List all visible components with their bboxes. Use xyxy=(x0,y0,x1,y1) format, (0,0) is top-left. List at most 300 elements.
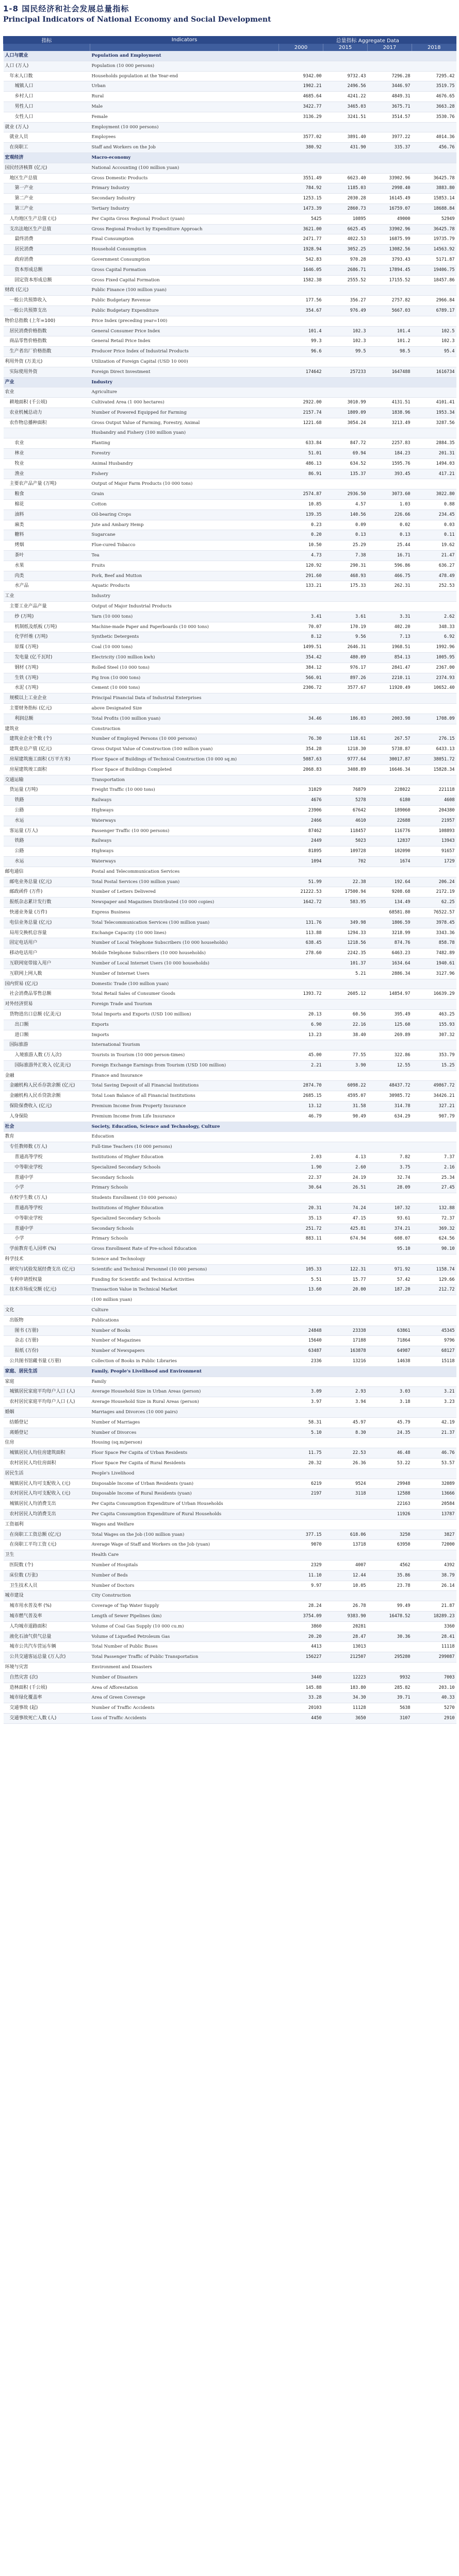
value-2018: 636.27 xyxy=(412,561,456,571)
value-2017: 39.71 xyxy=(368,1693,412,1703)
indicator-cn: 国内贸易 (亿元) xyxy=(4,979,90,989)
indicator-en: Staff and Workers on the Job xyxy=(90,143,279,153)
indicator-cn: 农村居民人均住房面积 xyxy=(4,1458,90,1468)
value-2017: 3250 xyxy=(368,1530,412,1540)
indicator-en: Total Saving Deposit of all Financial Institutions xyxy=(90,1081,279,1091)
table-row xyxy=(4,1438,456,1448)
indicator-en: National Accounting (100 million yuan) xyxy=(90,163,279,173)
indicator-cn: 科学技术 xyxy=(4,1255,90,1265)
indicator-cn: 城镇居民家庭平均每户人口 (人) xyxy=(4,1387,90,1397)
value-2017: 3514.57 xyxy=(368,112,412,122)
value-2015: 2242.35 xyxy=(323,948,368,959)
value-2017 xyxy=(368,1315,412,1326)
indicator-en: Electricity (100 million kwh) xyxy=(90,653,279,663)
value-2015 xyxy=(323,1438,368,1448)
value-2017: 30.36 xyxy=(368,1632,412,1642)
value-2015: 22.16 xyxy=(323,1020,368,1030)
value-2018 xyxy=(412,1366,456,1377)
value-2000: 2336 xyxy=(279,1357,323,1367)
header-year-2017: 2017 xyxy=(368,44,412,51)
value-2017 xyxy=(368,1132,412,1142)
value-2018: 456.76 xyxy=(412,143,456,153)
value-2018: 62.25 xyxy=(412,897,456,908)
table-row xyxy=(4,1591,456,1601)
indicator-cn: 资本形成总额 xyxy=(4,265,90,275)
value-2000: 20103 xyxy=(279,1703,323,1714)
value-2017 xyxy=(368,1662,412,1672)
value-2015: 431.90 xyxy=(323,143,368,153)
indicator-cn: 纱 (万吨) xyxy=(4,612,90,622)
value-2015: 618.06 xyxy=(323,1530,368,1540)
value-2000 xyxy=(279,316,323,326)
value-2000 xyxy=(279,1306,323,1316)
value-2015: 23338 xyxy=(323,1326,368,1336)
value-2018: 0.88 xyxy=(412,500,456,510)
value-2015: 3.94 xyxy=(323,1397,368,1408)
header-indicator-en: Indicators xyxy=(90,36,279,44)
table-row xyxy=(4,459,456,469)
value-2015: 3241.51 xyxy=(323,112,368,122)
value-2018: 68127 xyxy=(412,1346,456,1357)
indicator-en: Coal (10 000 tons) xyxy=(90,642,279,653)
value-2018 xyxy=(412,591,456,602)
indicator-en: Tertiary Industry xyxy=(90,204,279,214)
value-2015 xyxy=(323,1509,368,1519)
value-2015: 26.36 xyxy=(323,1458,368,1468)
table-row xyxy=(4,571,456,581)
value-2000 xyxy=(279,1122,323,1132)
table-row xyxy=(4,510,456,520)
value-2017: 7.13 xyxy=(368,632,412,642)
value-2017: 12837 xyxy=(368,836,412,846)
value-2018: 3978.45 xyxy=(412,918,456,928)
value-2017: 2841.47 xyxy=(368,663,412,673)
value-2000 xyxy=(279,1040,323,1050)
indicator-en: Premium Income from Property Insurance xyxy=(90,1101,279,1112)
value-2000: 63487 xyxy=(279,1346,323,1357)
value-2018 xyxy=(412,1255,456,1265)
value-2017 xyxy=(368,1407,412,1417)
value-2017 xyxy=(368,1366,412,1377)
table-row xyxy=(4,489,456,500)
indicator-en: Secondary Schools xyxy=(90,1173,279,1183)
table-row xyxy=(4,622,456,632)
value-2018: 3530.76 xyxy=(412,112,456,122)
indicator-cn: 货运量 (万吨) xyxy=(4,785,90,795)
value-2015 xyxy=(323,377,368,387)
table-row xyxy=(4,653,456,663)
indicator-en: Area of Afforestation xyxy=(90,1683,279,1693)
value-2017: 3.03 xyxy=(368,1387,412,1397)
table-row xyxy=(4,1275,456,1285)
value-2018: 252.53 xyxy=(412,581,456,591)
value-2000: 380.92 xyxy=(279,143,323,153)
value-2000: 30.64 xyxy=(279,1183,323,1193)
table-row xyxy=(4,969,456,979)
indicator-cn: 婚姻 xyxy=(4,1407,90,1417)
value-2017 xyxy=(368,1377,412,1387)
value-2017 xyxy=(368,1519,412,1530)
table-row xyxy=(4,581,456,591)
value-2018: 0.03 xyxy=(412,520,456,530)
value-2018: 203.10 xyxy=(412,1683,456,1693)
value-2017: 5667.03 xyxy=(368,306,412,316)
value-2015: 26.78 xyxy=(323,1601,368,1612)
value-2015: 118.61 xyxy=(323,734,368,744)
value-2018: 32089 xyxy=(412,1479,456,1489)
value-2017: 11926 xyxy=(368,1509,412,1519)
indicator-cn: 国际旅游外汇收入 (亿美元) xyxy=(4,1060,90,1071)
indicator-cn: 城市绿化覆盖率 xyxy=(4,1693,90,1703)
value-2000: 1642.72 xyxy=(279,897,323,908)
value-2017: 4849.31 xyxy=(368,92,412,102)
value-2017: 3218.99 xyxy=(368,928,412,938)
value-2017: 33902.96 xyxy=(368,173,412,183)
indicator-cn: 邮电业务总量 (亿元) xyxy=(4,877,90,887)
value-2017: 64987 xyxy=(368,1346,412,1357)
indicator-cn: 城镇人口 xyxy=(4,81,90,92)
indicator-en: Male xyxy=(90,101,279,112)
value-2017: 262.31 xyxy=(368,581,412,591)
value-2015: 2646.31 xyxy=(323,642,368,653)
indicator-cn: 人均地区生产总值 (元) xyxy=(4,214,90,224)
value-2018: 204380 xyxy=(412,805,456,816)
value-2018 xyxy=(412,1122,456,1132)
value-2017 xyxy=(368,1295,412,1306)
indicator-cn: 水产品 xyxy=(4,581,90,591)
value-2017 xyxy=(368,357,412,367)
table-row xyxy=(4,367,456,377)
value-2017: 3446.97 xyxy=(368,81,412,92)
indicator-cn: 出口额 xyxy=(4,1020,90,1030)
value-2018: 21.47 xyxy=(412,551,456,561)
table-row xyxy=(4,1611,456,1621)
value-2017: 314.78 xyxy=(368,1101,412,1112)
value-2017: 16145.49 xyxy=(368,194,412,204)
indicator-cn: 入境旅游人数 (万人次) xyxy=(4,1050,90,1061)
indicator-en: Waterways xyxy=(90,816,279,826)
indicator-cn: 主要农产品产量 (万吨) xyxy=(4,479,90,489)
value-2018: 27.45 xyxy=(412,1183,456,1193)
indicator-en: Number of Local Telephone Subscribers (10 000 households) xyxy=(90,938,279,948)
value-2017: 57.42 xyxy=(368,1275,412,1285)
indicator-cn: 棉花 xyxy=(4,500,90,510)
indicator-cn: 年末人口数 xyxy=(4,71,90,81)
table-row xyxy=(4,1560,456,1570)
value-2000 xyxy=(279,1295,323,1306)
value-2015 xyxy=(323,1295,368,1306)
value-2017 xyxy=(368,51,412,61)
value-2015 xyxy=(323,724,368,734)
table-row xyxy=(4,1499,456,1510)
indicator-cn: 城镇居民人均消费支出 xyxy=(4,1499,90,1510)
value-2015: 2496.56 xyxy=(323,81,368,92)
value-2000: 3.09 xyxy=(279,1387,323,1397)
value-2017 xyxy=(368,1122,412,1132)
value-2015: 4595.07 xyxy=(323,1091,368,1101)
value-2017: 285.82 xyxy=(368,1683,412,1693)
value-2017 xyxy=(368,724,412,734)
table-row xyxy=(4,1173,456,1183)
value-2000: 2.21 xyxy=(279,1060,323,1071)
table-row xyxy=(4,1213,456,1224)
table-row xyxy=(4,714,456,724)
value-2015: 7.38 xyxy=(323,551,368,561)
table-row xyxy=(4,785,456,795)
value-2015: 47.15 xyxy=(323,1213,368,1224)
value-2017: 63950 xyxy=(368,1540,412,1550)
value-2018: 221118 xyxy=(412,785,456,795)
indicator-en: Employees xyxy=(90,132,279,143)
value-2000: 13.60 xyxy=(279,1285,323,1295)
indicator-cn xyxy=(4,428,90,438)
value-2017: 466.75 xyxy=(368,571,412,581)
value-2000: 2685.15 xyxy=(279,1091,323,1101)
table-row xyxy=(4,183,456,194)
value-2017: 23.78 xyxy=(368,1581,412,1591)
table-row xyxy=(4,132,456,143)
table-row xyxy=(4,551,456,561)
indicator-en: Floor Space of Buildings Completed xyxy=(90,765,279,775)
value-2018: 25.34 xyxy=(412,1173,456,1183)
indicator-en: Finance and Insurance xyxy=(90,1071,279,1081)
value-2015: 38.40 xyxy=(323,1030,368,1040)
table-row xyxy=(4,1183,456,1193)
value-2000 xyxy=(279,907,323,918)
value-2018: 6433.13 xyxy=(412,744,456,755)
indicator-cn: 钢材 (万吨) xyxy=(4,663,90,673)
value-2000: 3551.49 xyxy=(279,173,323,183)
value-2017: 3.31 xyxy=(368,612,412,622)
value-2018: 2.62 xyxy=(412,612,456,622)
value-2018 xyxy=(412,357,456,367)
value-2000: 3.41 xyxy=(279,612,323,622)
indicator-en: Gross Enrollment Rate of Pre-school Education xyxy=(90,1244,279,1255)
indicator-en: Foreign Exchange Earnings from Tourism (USD 100 million) xyxy=(90,1060,279,1071)
table-row xyxy=(4,520,456,530)
value-2000 xyxy=(279,51,323,61)
value-2015: 9524 xyxy=(323,1479,368,1489)
indicator-cn: 货物进出口总额 (亿美元) xyxy=(4,1009,90,1020)
table-row xyxy=(4,907,456,918)
value-2000: 24848 xyxy=(279,1326,323,1336)
value-2018: 7295.42 xyxy=(412,71,456,81)
indicator-en: Premium Income from Life Insurance xyxy=(90,1111,279,1122)
indicator-en: General Consumer Price Index xyxy=(90,326,279,336)
table-row xyxy=(4,683,456,693)
value-2017: 4131.51 xyxy=(368,398,412,408)
section-row xyxy=(4,152,456,163)
value-2017: 322.86 xyxy=(368,1050,412,1061)
value-2000 xyxy=(279,428,323,438)
indicator-en: Industry xyxy=(90,377,279,387)
value-2000: 2306.72 xyxy=(279,683,323,693)
table-row xyxy=(4,693,456,704)
value-2015: 634.52 xyxy=(323,459,368,469)
value-2000: 133.21 xyxy=(279,581,323,591)
indicator-cn: 出版物 xyxy=(4,1315,90,1326)
value-2017: 7.82 xyxy=(368,1153,412,1163)
value-2017: 6180 xyxy=(368,795,412,806)
value-2017: 30985.72 xyxy=(368,1091,412,1101)
value-2018: 21.37 xyxy=(412,1428,456,1438)
value-2015 xyxy=(323,1132,368,1142)
indicator-cn: 电信业务总量 (亿元) xyxy=(4,918,90,928)
value-2017 xyxy=(368,1306,412,1316)
indicator-en: Transaction Value in Technical Market xyxy=(90,1285,279,1295)
value-2000: 1902.21 xyxy=(279,81,323,92)
indicator-cn: 建筑业企业个数 (个) xyxy=(4,734,90,744)
indicator-cn: 工业 xyxy=(4,591,90,602)
value-2000: 177.56 xyxy=(279,296,323,306)
value-2017 xyxy=(368,775,412,785)
indicator-cn: 邮政函件 (万件) xyxy=(4,887,90,897)
table-row xyxy=(4,101,456,112)
value-2000: 2157.74 xyxy=(279,408,323,418)
value-2017: 99.49 xyxy=(368,1601,412,1612)
value-2017: 22163 xyxy=(368,1499,412,1510)
value-2017: 5638 xyxy=(368,1703,412,1714)
indicator-cn: 主要工业产品产量 xyxy=(4,602,90,612)
value-2017: 2257.83 xyxy=(368,438,412,449)
indicator-cn: 在岗职工工资总额 (亿元) xyxy=(4,1530,90,1540)
value-2018: 327.21 xyxy=(412,1101,456,1112)
indicator-en: Students Enrollment (10 000 persons) xyxy=(90,1193,279,1204)
table-row xyxy=(4,1244,456,1255)
value-2017 xyxy=(368,122,412,132)
section-row xyxy=(4,1366,456,1377)
value-2015: 12223 xyxy=(323,1672,368,1683)
table-row xyxy=(4,1387,456,1397)
table-row xyxy=(4,1581,456,1591)
value-2017: 93.61 xyxy=(368,1213,412,1224)
value-2018 xyxy=(412,1662,456,1672)
indicator-cn: 男性人口 xyxy=(4,101,90,112)
table-row xyxy=(4,1326,456,1336)
value-2018: 15.25 xyxy=(412,1060,456,1071)
value-2000 xyxy=(279,1591,323,1601)
indicator-cn: 居民生活 xyxy=(4,1468,90,1479)
value-2000: 5.10 xyxy=(279,1428,323,1438)
value-2000: 51.99 xyxy=(279,877,323,887)
table-row xyxy=(4,612,456,622)
indicator-en: Volume of Liquefied Petroleum Gas xyxy=(90,1632,279,1642)
value-2015: 5278 xyxy=(323,795,368,806)
value-2017: 16875.99 xyxy=(368,234,412,245)
table-row xyxy=(4,775,456,785)
value-2017 xyxy=(368,1591,412,1601)
value-2018 xyxy=(412,1315,456,1326)
table-row xyxy=(4,1285,456,1295)
indicator-cn: 生铁 (万吨) xyxy=(4,673,90,683)
indicator-cn: 进口额 xyxy=(4,1030,90,1040)
value-2000 xyxy=(279,958,323,969)
value-2018: 46.76 xyxy=(412,1448,456,1459)
value-2015 xyxy=(323,152,368,163)
indicator-cn: 居民消费 xyxy=(4,245,90,255)
table-row xyxy=(4,1662,456,1672)
value-2015: 135.37 xyxy=(323,469,368,479)
value-2018: 16639.29 xyxy=(412,989,456,999)
indicator-cn: 液化石油气供气总量 xyxy=(4,1632,90,1642)
value-2015 xyxy=(323,1519,368,1530)
value-2000 xyxy=(279,1315,323,1326)
table-row xyxy=(4,1255,456,1265)
value-2018: 3287.56 xyxy=(412,418,456,428)
value-2015: 3891.40 xyxy=(323,132,368,143)
value-2015 xyxy=(323,357,368,367)
value-2000 xyxy=(279,1377,323,1387)
value-2017: 125.60 xyxy=(368,1020,412,1030)
value-2000: 3.97 xyxy=(279,1397,323,1408)
indicator-en: Funding for Scientific and Technical Activities xyxy=(90,1275,279,1285)
value-2017: 295280 xyxy=(368,1652,412,1663)
indicator-en: Family, People's Livelihood and Environment xyxy=(90,1366,279,1377)
indicator-en: Total Passenger Traffic of Public Transportation xyxy=(90,1652,279,1663)
value-2000: 6219 xyxy=(279,1479,323,1489)
table-row xyxy=(4,438,456,449)
value-2018: 1005.95 xyxy=(412,653,456,663)
indicator-en: Population and Employment xyxy=(90,51,279,61)
table-row xyxy=(4,224,456,234)
value-2015: 8.30 xyxy=(323,1428,368,1438)
value-2015 xyxy=(323,1122,368,1132)
indicator-en: Floor Space Per Capita of Urban Residents xyxy=(90,1448,279,1459)
value-2018: 38051.72 xyxy=(412,754,456,765)
table-row xyxy=(4,143,456,153)
value-2000: 10.50 xyxy=(279,540,323,551)
indicator-cn: 固定电话用户 xyxy=(4,938,90,948)
indicator-en: Number of Powered Equipped for Farming xyxy=(90,408,279,418)
indicator-cn: 茶叶 xyxy=(4,551,90,561)
indicator-en: Primary Industry xyxy=(90,183,279,194)
value-2018 xyxy=(412,1132,456,1142)
value-2015 xyxy=(323,428,368,438)
table-row xyxy=(4,642,456,653)
indicator-cn: 文化 xyxy=(4,1306,90,1316)
indicator-cn: 乡村人口 xyxy=(4,92,90,102)
indicator-cn: 教育 xyxy=(4,1132,90,1142)
value-2015 xyxy=(323,1366,368,1377)
indicator-en: Fishery xyxy=(90,469,279,479)
indicator-en: Yarn (10 000 tons) xyxy=(90,612,279,622)
table-row xyxy=(4,469,456,479)
value-2017: 854.13 xyxy=(368,653,412,663)
indicator-cn: 就业人员 xyxy=(4,132,90,143)
value-2015: 583.95 xyxy=(323,897,368,908)
value-2015: 2555.52 xyxy=(323,275,368,285)
value-2017 xyxy=(368,163,412,173)
table-row xyxy=(4,1091,456,1101)
value-2017 xyxy=(368,693,412,704)
value-2015: 90.49 xyxy=(323,1111,368,1122)
table-row xyxy=(4,306,456,316)
value-2000: 4.73 xyxy=(279,551,323,561)
value-2000 xyxy=(279,479,323,489)
value-2000: 46.79 xyxy=(279,1111,323,1122)
value-2015: 11128 xyxy=(323,1703,368,1714)
indicator-en: Highways xyxy=(90,805,279,816)
indicator-cn: 建筑业 xyxy=(4,724,90,734)
value-2015: 99.5 xyxy=(323,347,368,357)
indicator-cn: 快递业务量 (万件) xyxy=(4,907,90,918)
value-2018: 155.93 xyxy=(412,1020,456,1030)
indicator-en: Jute and Ambary Hemp xyxy=(90,520,279,530)
value-2018: 7.37 xyxy=(412,1153,456,1163)
indicator-cn: 专任教师数 (万人) xyxy=(4,1142,90,1153)
value-2015: 17188 xyxy=(323,1336,368,1346)
indicator-cn: 环境与灾害 xyxy=(4,1662,90,1672)
